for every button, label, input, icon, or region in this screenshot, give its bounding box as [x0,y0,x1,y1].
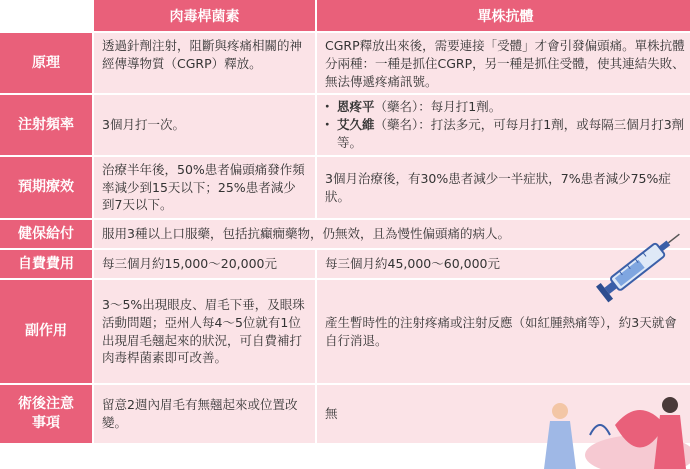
insurance-text: 服用3種以上口服藥，包括抗癲癇藥物，仍無效，且為慢性偏頭痛的病人。 [94,220,690,248]
aftercare-label-line1: 術後注意 [18,396,74,413]
drug-note: （藥名）：每月打1劑。 [374,99,502,115]
efficacy-antibody: 3個月治療後，有30%患者減少一半症狀，7%患者減少75%症狀。 [317,157,690,218]
aftercare-botox: 留意2週內眉毛有無翹起來或位置改變。 [94,385,315,443]
drug-name: 恩疼平 [337,99,375,115]
drug-note: （藥名）：打法多元，可每月打1劑，或每隔三個月打3劑等。 [337,117,685,150]
row-label-efficacy: 預期療效 [0,157,92,218]
header-botox: 肉毒桿菌素 [94,0,315,31]
side-effects-antibody: 產生暫時性的注射疼痛或注射反應（如紅腫熱痛等），約3天就會自行消退。 [317,280,690,383]
doctor-illustration [520,385,690,469]
row-label-cost: 自費費用 [0,250,92,278]
aftercare-antibody: 無 [317,385,690,443]
efficacy-botox: 治療半年後，50%患者偏頭痛發作頻率減少到15天以下；25%患者減少到7天以下。 [94,157,315,218]
header-antibody: 單株抗體 [317,0,690,31]
row-label-frequency: 注射頻率 [0,95,92,155]
frequency-antibody [317,95,690,155]
drug-name: 艾久維 [337,117,375,133]
side-effects-botox: 3～5%出現眼皮、眉毛下垂，及眼珠活動問題；亞州人每4～5位就有1位出現眉毛翹起來的狀況，可自費補打肉毒桿菌素即可改善。 [94,280,315,383]
list-item [325,98,686,116]
row-label-principle: 原理 [0,33,92,93]
cost-antibody: 每三個月約45,000～60,000元 [317,250,690,278]
cost-botox: 每三個月約15,000～20,000元 [94,250,315,278]
aftercare-label-line2: 事項 [32,415,60,431]
frequency-antibody-list [325,98,686,151]
principle-antibody: CGRP釋放出來後，需要連接「受體」才會引發偏頭痛。單株抗體分兩種：一種是抓住CGRP，另一種是抓住受體，使其連結失敗、無法傳遞疼痛訊號。 [317,33,690,93]
syringe-icon [590,215,690,315]
frequency-botox: 3個月打一次。 [94,95,315,155]
row-label-side-effects: 副作用 [0,280,92,383]
header-corner [0,0,92,31]
list-item [325,116,686,152]
row-label-insurance: 健保給付 [0,220,92,248]
principle-botox: 透過針劑注射，阻斷與疼痛相關的神經傳導物質（CGRP）釋放。 [94,33,315,93]
row-label-aftercare [0,385,92,443]
